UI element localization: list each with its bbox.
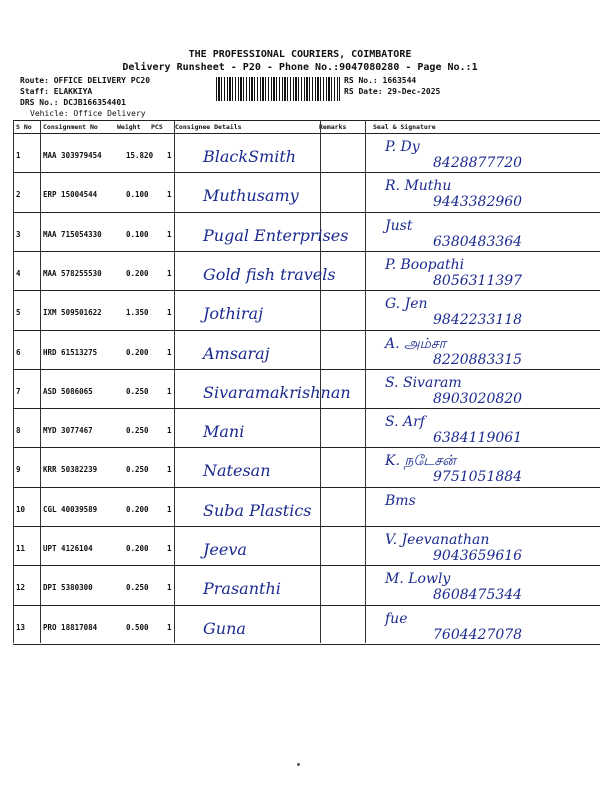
- signature-handwriting: Bms: [385, 492, 416, 509]
- table-row: [13, 565, 600, 605]
- table-row: [13, 251, 600, 291]
- phone-handwriting: 9443382960: [433, 194, 523, 211]
- cell-pcs: 1: [167, 347, 172, 357]
- cell-weight: 0.100: [126, 229, 149, 239]
- cell-pcs: 1: [167, 583, 172, 593]
- cell-consignment-no: IXM 509501622: [43, 308, 102, 318]
- signature-handwriting: A. அம்சா: [385, 335, 446, 352]
- consignee-handwriting: Jothiraj: [203, 304, 264, 324]
- cell-sno: 1: [16, 151, 21, 160]
- cell-sno: 11: [16, 544, 26, 553]
- table-row: [13, 172, 600, 212]
- cell-pcs: 1: [167, 544, 172, 553]
- barcode: [216, 77, 340, 101]
- cell-sno: 7: [16, 386, 21, 396]
- consignee-handwriting: Guna: [203, 618, 246, 638]
- phone-handwriting: 8428877720: [433, 155, 523, 171]
- phone-handwriting: 9751051884: [433, 469, 523, 486]
- cell-consignment-no: KRR 50382239: [43, 465, 98, 475]
- cell-consignment-no: UPT 4126104: [43, 544, 93, 553]
- phone-handwriting: 6384119061: [433, 430, 523, 447]
- cell-consignment-no: MAA 578255530: [43, 268, 102, 278]
- phone-handwriting: 8903020820: [433, 390, 523, 407]
- cell-pcs: 1: [167, 190, 172, 200]
- cell-consignment-no: MYD 3077467: [43, 426, 93, 436]
- scan-dot: [297, 763, 300, 766]
- consignee-handwriting: Gold fish travels: [203, 264, 336, 284]
- signature-handwriting: S. Arf: [385, 414, 425, 431]
- cell-weight: 0.200: [126, 268, 149, 278]
- cell-weight: 0.250: [126, 426, 149, 436]
- consignee-handwriting: Muthusamy: [203, 186, 299, 206]
- cell-consignment-no: ASD 5086065: [43, 386, 93, 396]
- table-header: [13, 120, 600, 133]
- cell-consignment-no: CGL 40039589: [43, 504, 98, 514]
- col-consignee: Consignee Details: [175, 123, 242, 131]
- table-row: [13, 133, 600, 173]
- consignee-handwriting: Mani: [203, 422, 245, 442]
- col-remarks: Remarks: [319, 123, 347, 131]
- runsheet-title: Delivery Runsheet - P20 - Phone No.:9047080280 - Page No.:1: [122, 62, 478, 73]
- signature-handwriting: G. Jen: [385, 296, 428, 313]
- phone-handwriting: 7604427078: [433, 626, 523, 643]
- cell-weight: 15.820: [126, 151, 154, 160]
- phone-handwriting: 9043659616: [433, 548, 523, 564]
- consignee-handwriting: Suba Plastics: [203, 500, 312, 520]
- signature-handwriting: P. Dy: [385, 139, 420, 155]
- drs-label: DRS No.: DCJB166354401: [20, 98, 126, 107]
- table-row: [13, 487, 600, 527]
- col-sno: S No: [16, 123, 32, 131]
- cell-weight: 0.250: [126, 583, 149, 593]
- table-row: [13, 212, 600, 252]
- phone-handwriting: 8220883315: [433, 351, 523, 368]
- cell-weight: 0.250: [126, 465, 149, 475]
- cell-consignment-no: ERP 15004544: [43, 190, 98, 200]
- vehicle-label: Vehicle: Office Delivery: [30, 109, 146, 118]
- cell-weight: 0.200: [126, 504, 149, 514]
- signature-handwriting: M. Lowly: [385, 571, 451, 588]
- col-signature: Seal & Signature: [373, 123, 436, 131]
- signature-handwriting: R. Muthu: [385, 178, 452, 195]
- cell-pcs: 1: [167, 465, 172, 475]
- consignee-handwriting: Natesan: [203, 461, 271, 481]
- cell-consignment-no: MAA 303979454: [43, 151, 102, 160]
- cell-sno: 3: [16, 229, 21, 239]
- signature-handwriting: fue: [385, 610, 408, 627]
- signature-handwriting: K. நடேசன்: [385, 453, 456, 470]
- staff-label: Staff: ELAKKIYA: [20, 87, 93, 96]
- cell-weight: 0.100: [126, 190, 149, 200]
- cell-weight: 1.350: [126, 308, 149, 318]
- table-row: [13, 290, 600, 330]
- cell-sno: 2: [16, 190, 21, 200]
- cell-pcs: 1: [167, 504, 172, 514]
- route-label: Route: OFFICE DELIVERY PC20: [20, 76, 151, 85]
- cell-weight: 0.200: [126, 347, 149, 357]
- signature-handwriting: P. Boopathi: [385, 256, 465, 273]
- consignee-handwriting: BlackSmith: [203, 147, 297, 166]
- cell-consignment-no: DPI 5380300: [43, 583, 93, 593]
- consignee-handwriting: Prasanthi: [203, 579, 281, 599]
- cell-weight: 0.200: [126, 544, 149, 553]
- col-pcs: PCS: [151, 123, 163, 131]
- phone-handwriting: 9842233118: [433, 312, 523, 329]
- cell-pcs: 1: [167, 386, 172, 396]
- cell-sno: 10: [16, 504, 26, 514]
- cell-sno: 13: [16, 622, 26, 632]
- table-row: [13, 526, 600, 566]
- cell-pcs: 1: [167, 622, 172, 632]
- cell-consignment-no: HRD 61513275: [43, 347, 98, 357]
- table-row: [13, 408, 600, 448]
- cell-consignment-no: MAA 715054330: [43, 229, 102, 239]
- phone-handwriting: 8056311397: [433, 272, 523, 289]
- signature-handwriting: Just: [385, 217, 413, 234]
- col-consignment: Consignment No: [43, 123, 98, 131]
- cell-sno: 6: [16, 347, 21, 357]
- cell-pcs: 1: [167, 426, 172, 436]
- rs-number: RS No.: 1663544: [344, 76, 417, 85]
- cell-pcs: 1: [167, 308, 172, 318]
- cell-weight: 0.250: [126, 386, 149, 396]
- table-row: [13, 447, 600, 487]
- consignee-handwriting: Jeeva: [203, 540, 247, 559]
- cell-sno: 9: [16, 465, 21, 475]
- consignee-handwriting: Pugal Enterprises: [203, 225, 349, 245]
- signature-handwriting: V. Jeevanathan: [385, 532, 490, 548]
- phone-handwriting: 6380483364: [433, 233, 523, 250]
- table-row: [13, 605, 600, 645]
- cell-weight: 0.500: [126, 622, 149, 632]
- cell-sno: 4: [16, 268, 21, 278]
- col-weight: Weight: [117, 123, 141, 131]
- signature-handwriting: S. Sivaram: [385, 374, 462, 391]
- cell-pcs: 1: [167, 268, 172, 278]
- consignee-handwriting: Amsaraj: [203, 343, 270, 363]
- phone-handwriting: 8608475344: [433, 587, 523, 604]
- cell-sno: 5: [16, 308, 21, 318]
- cell-consignment-no: PRO 18817084: [43, 622, 98, 632]
- cell-pcs: 1: [167, 151, 172, 160]
- table-row: [13, 369, 600, 409]
- cell-sno: 12: [16, 583, 26, 593]
- cell-pcs: 1: [167, 229, 172, 239]
- cell-sno: 8: [16, 426, 21, 436]
- rs-date: RS Date: 29-Dec-2025: [344, 87, 441, 96]
- table-row: [13, 330, 600, 370]
- courier-company-title: THE PROFESSIONAL COURIERS, COIMBATORE: [188, 49, 412, 60]
- consignee-handwriting: Sivaramakrishnan: [203, 382, 351, 402]
